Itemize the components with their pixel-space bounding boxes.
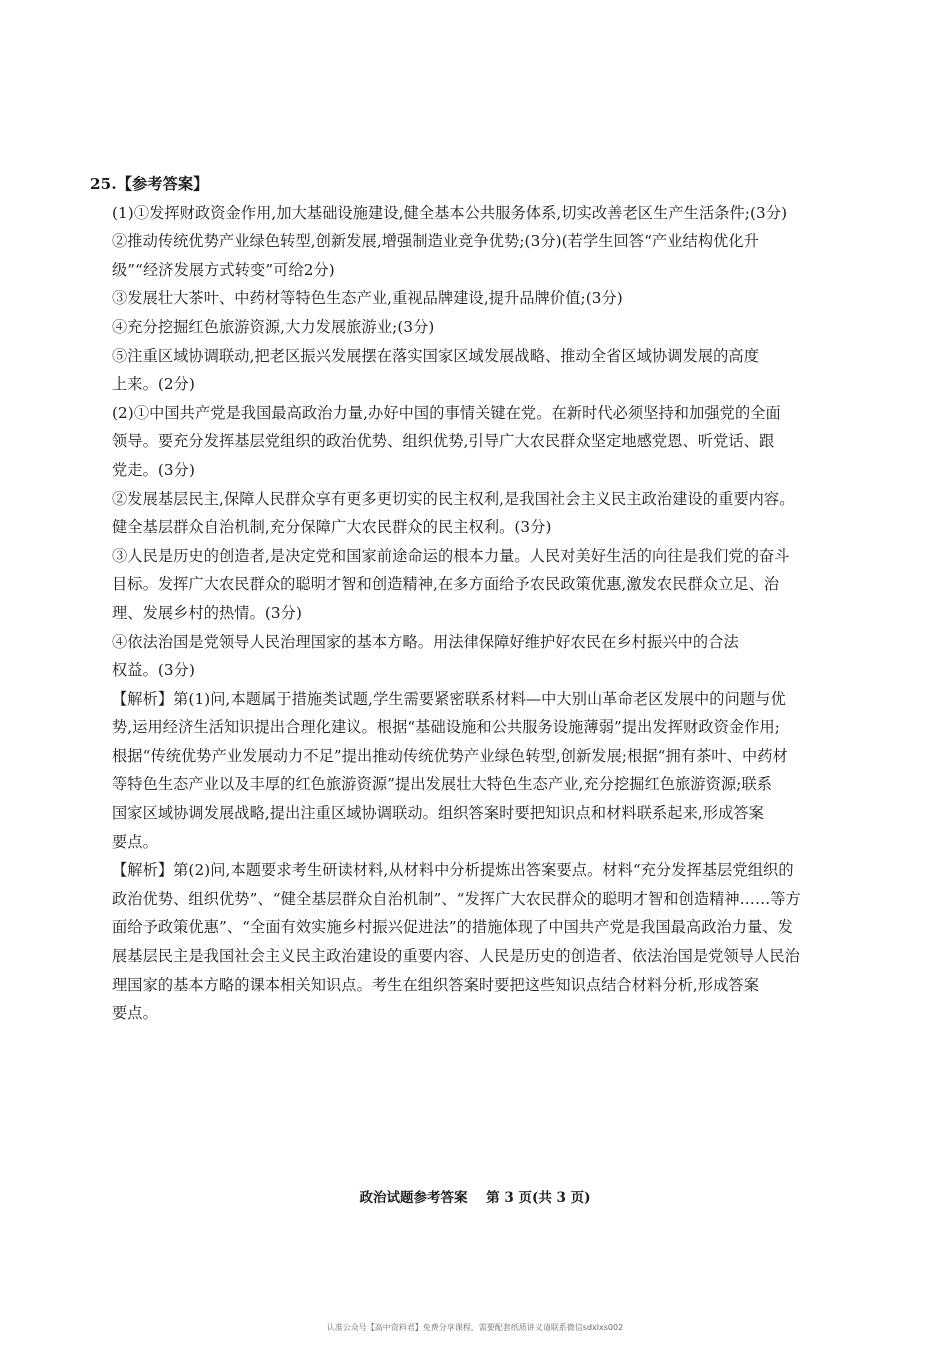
- answer-1-point-5-cont: 上来。(2分): [112, 375, 195, 394]
- answer-2-point-1-cont: 领导。要充分发挥基层党组织的政治优势、组织优势,引导广大农民群众坚定地感党恩、听党话、跟: [112, 432, 775, 451]
- answer-1-point-3: ③发展壮大茶叶、中药材等特色生态产业,重视品牌建设,提升品牌价值;(3分): [112, 289, 623, 308]
- analysis-2-cont: 要点。: [112, 1004, 158, 1023]
- analysis-1-cont: 等特色生态产业以及丰厚的红色旅游资源”提出发展壮大特色生态产业,充分挖掘红色旅游资源;联系: [112, 775, 773, 794]
- page-footer: [0, 1186, 950, 1206]
- analysis-1-cont: 根据“传统优势产业发展动力不足”提出推动传统优势产业绿色转型,创新发展;根据“拥有茶叶、中药材: [112, 746, 788, 765]
- answer-1-point-2-cont: 级”“经济发展方式转变”可给2分): [112, 260, 335, 279]
- footer-page-number: 第 3 页(共 3 页): [486, 1190, 591, 1206]
- answer-2-point-1-cont: 党走。(3分): [112, 460, 195, 479]
- answer-2-point-2: ②发展基层民主,保障人民群众享有更多更切实的民主权利,是我国社会主义民主政治建设的重要内容。: [112, 489, 795, 508]
- analysis-1-cont: 要点。: [112, 832, 158, 851]
- answer-content: [90, 170, 865, 1028]
- analysis-1: 【解析】第(1)问,本题属于措施类试题,学生需要紧密联系材料—中大别山革命老区发展中的问题与优: [112, 689, 786, 708]
- analysis-2-cont: 理国家的基本方略的课本相关知识点。考生在组织答案时要把这些知识点结合材料分析,形成答案: [112, 975, 760, 994]
- watermark-text: 认准公众号【高中资料君】免费分享课程，需要配套纸质讲义请联系微信sdxlxs002: [326, 1323, 624, 1332]
- analysis-1-cont: 国家区域协调发展战略,提出注重区域协调联动。组织答案时要把知识点和材料联系起来,形成答案: [112, 804, 764, 823]
- analysis-2-cont: 政治优势、组织优势”、“健全基层群众自治机制”、“发挥广大农民群众的聪明才智和创造精神……等方: [112, 889, 801, 908]
- answer-2-point-3-cont: 目标。发挥广大农民群众的聪明才智和创造精神,在多方面给予农民政策优惠,激发农民群众立足、治: [112, 575, 780, 594]
- answer-1-point-5: ⑤注重区域协调联动,把老区振兴发展摆在落实国家区域发展战略、推动全省区域协调发展的高度: [112, 346, 760, 365]
- analysis-2-cont: 展基层民主是我国社会主义民主政治建设的重要内容、人民是历史的创造者、依法治国是党领导人民治: [112, 947, 800, 966]
- analysis-2: 【解析】第(2)问,本题要求考生研读材料,从材料中分析提炼出答案要点。材料“充分发挥基层党组织的: [112, 861, 794, 880]
- analysis-2-cont: 面给予政策优惠”、“全面有效实施乡村振兴促进法”的措施体现了中国共产党是我国最高政治力量、发: [112, 918, 793, 937]
- answer-2-point-4: ④依法治国是党领导人民治理国家的基本方略。用法律保障好维护好农民在乡村振兴中的合法: [112, 632, 739, 651]
- answer-2-point-3-cont: 理、发展乡村的热情。(3分): [112, 603, 302, 622]
- footer-subject: 政治试题参考答案: [359, 1190, 468, 1206]
- answer-1-point-1: (1)①发挥财政资金作用,加大基础设施建设,健全基本公共服务体系,切实改善老区生产生活条件;(3分): [112, 203, 788, 222]
- answer-2-point-4-cont: 权益。(3分): [112, 661, 195, 680]
- answer-2-point-3: ③人民是历史的创造者,是决定党和国家前途命运的根本力量。人民对美好生活的向往是我们党的奋斗: [112, 546, 790, 565]
- question-heading: 25.【参考答案】: [90, 175, 209, 193]
- answer-1-point-2: ②推动传统优势产业绿色转型,创新发展,增强制造业竞争优势;(3分)(若学生回答“产业结构优化升: [112, 232, 759, 251]
- answer-1-point-4: ④充分挖掘红色旅游资源,大力发展旅游业;(3分): [112, 317, 435, 336]
- answer-2-point-2-cont: 健全基层群众自治机制,充分保障广大农民群众的民主权利。(3分): [112, 518, 552, 537]
- answer-2-point-1: (2)①中国共产党是我国最高政治力量,办好中国的事情关键在党。在新时代必须坚持和加强党的全面: [112, 403, 781, 422]
- analysis-1-cont: 势,运用经济生活知识提出合理化建议。根据“基础设施和公共服务设施薄弱”提出发挥财政资金作用;: [112, 718, 780, 737]
